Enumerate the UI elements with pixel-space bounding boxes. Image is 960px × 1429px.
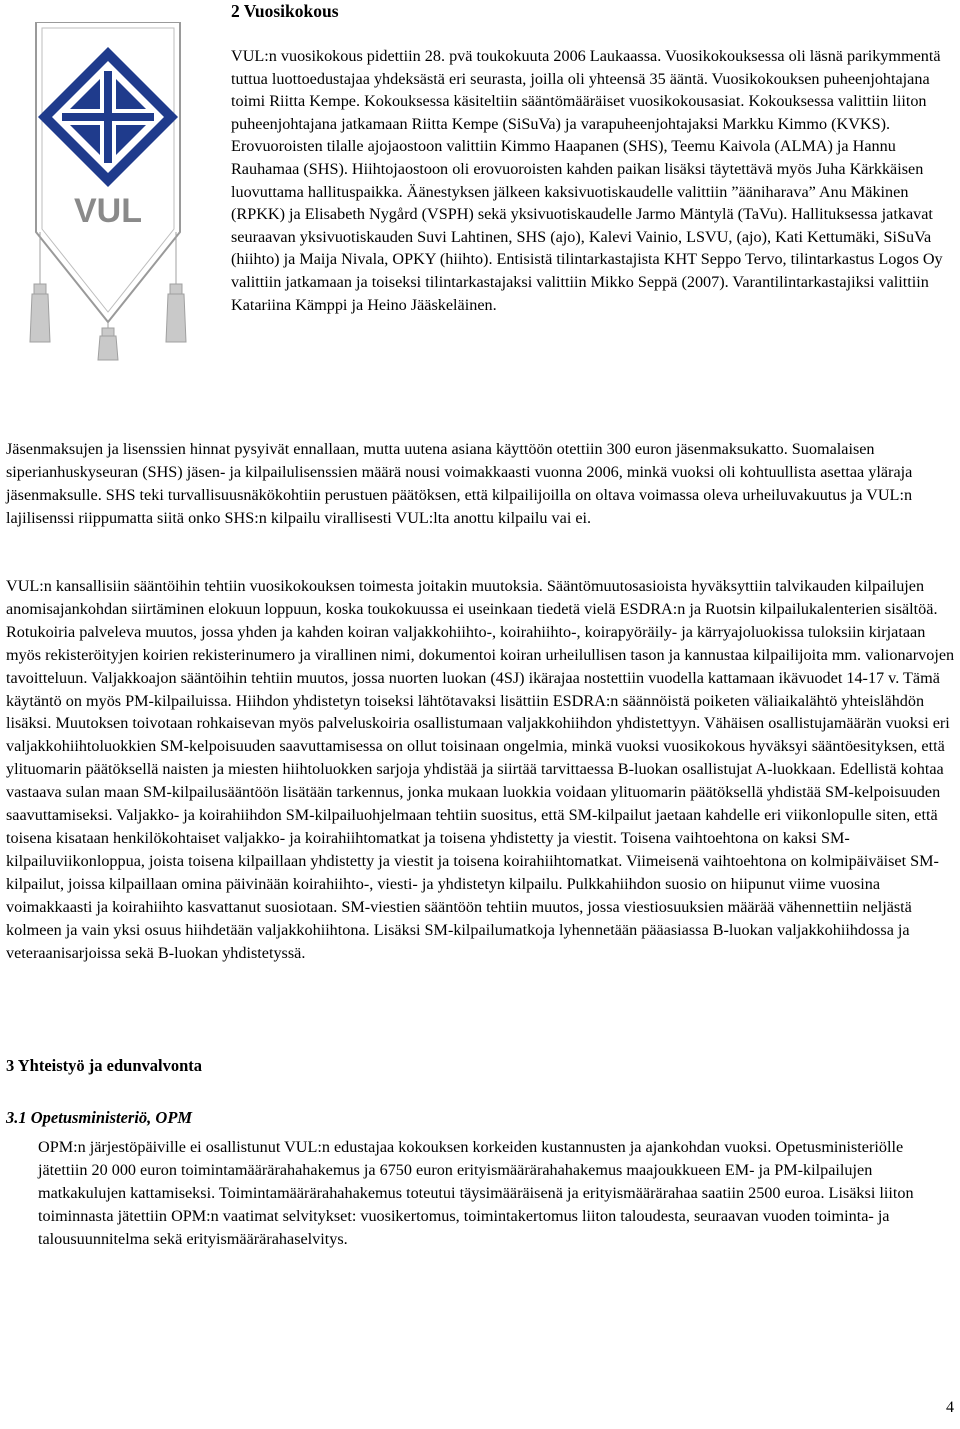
section-2-paragraph-2: Jäsenmaksujen ja lisenssien hinnat pysyivät ennallaan, mutta uutena asiana käyttöön otettiin 300 euron jäsenmaksukatto. Suomalaisen siperianhuskyseuran (SHS) jäsen- ja kilpailulisenssien määrä nousi voimakkaasti vuonna 2006, minkä vuoksi oli kohtuullista asettaa yläraja jäsenmaksulle. SHS teki turvallisuusnäkökohtiin perustuen päätöksen, että kilpailijoilla on oltava voimassa oleva urheiluvakuutus ja VUL:n lajilisenssi riippumatta siitä onko SHS:n kilpailu virallisesti VUL:lta anottu kilpailu vai ei. xyxy=(6,440,913,527)
section-2-paragraph-3: VUL:n kansallisiin sääntöihin tehtiin vuosikokouksen toimesta joitakin muutoksia. Sääntömuutosasioista hyväksyttiin talvikauden kilpailujen anomisajankohdan siirtäminen elokuun loppuun, koska toukokuussa ei useinkaan tiedetä vielä ESDRA:n ja Ruotsin kilpailukalenterien sisältöä. Rotukoiria palveleva muutos, jossa yhden ja kahden koiran valjakkohiihto-, koirahiihto-, koirapyöräily- ja kärryajoluokissa tuloksiin kirjataan myös rekisteröityjen koirien rekisterinumero ja virallinen nimi, dokumentoi koiran urheilullisen tason ja kannustaa kilpailijoita mm. valionarvojen tavoitteluun. Valjakkoajon sääntöihin tehtiin muutos, jossa nuorten luokan (4SJ) ikärajaa nostettiin vuodella kattamaan ikävuodet 14-17 v. Tämä käytäntö on myös PM-kilpailuissa. Hiihdon yhdistetyn toiseksi lähtötavaksi lisättiin ESDRA:n säännöistä poiketen väliaikalähtö yhteislähdön lisäksi. Muutoksen toivotaan rohkaisevan myös palveluskoiria osallistumaan valjakkohiihdon yhdistettyyn. Vähäisen osallistujamäärän vuoksi eri valjakkohiihtoluokkien SM-kelpoisuuden saavuttamisessa on ollut toisinaan ongelmia, minkä vuoksi vuosikokous hyväksyi sääntöesityksen, että ylituomarin päätöksellä naisten ja miesten hiihtoluokken sarjoja yhdistää ja siirtää tarvittaessa B-luokan osallistujat A-luokkaan. Edellistä kohtaa vastaava sulan maan SM-kilpailusääntöön lisätään tarkennus, jonka mukaan luokkia voidaan ylituomarin päätöksellä yhdistää SM-kelpoisuuden saavuttamiseksi. Valjakko- ja koirahiihdon SM-kilpailuohjelmaan tehtiin suositus, että SM-kilpailut jaetaan kahdelle eri viikonlopulle siten, että toisena kisataan henkilökohtaiset valjakko- ja koirahiihtomatkat ja toisena yhdistetty ja viestit. Toisena vaihtoehtona on kaksi SM-kilpailuviikonloppua, joista toisena kilpaillaan yhdistetty ja viestit ja toisena koirahiihtomatkat. Viimeisenä vaihtoehtona on kolmipäiväiset SM-kilpailut, joissa kilpaillaan omina päivinään koirahiihto-, viesti- ja yhdistetyn kilpailu. Pulkkahiihdon suosio on hiipunut viime vuosina voimakkaasti ja koirahiihto kasvattanut suosiotaan. SM-viestien sääntöön tehtiin muutos, jossa viestiosuuksien määrää vähennettiin neljästä kolmeen ja vain yksi osuus hiihdetään valjakkohiihtona. Lisäksi SM-kilpailumatkoja lyhennetään pääasiassa B-luokan valjakkohiihdossa ja veteraanisarjoissa sekä B-luokan yhdistetyssä. xyxy=(6,577,955,962)
section-2-heading: 2 Vuosikokous xyxy=(231,1,339,21)
section-2-paragraph-1: VUL:n vuosikokous pidettiin 28. pvä toukokuuta 2006 Laukaassa. Vuosikokouksessa oli läsnä parikymmentä tuttua luottoedustajaa yhdeksästä eri seurasta, joilla oli yhteensä 35 ääntä. Vuosikokouksen puheenjohtajana toimi Riitta Kempe. Kokouksessa käsiteltiin sääntömääräiset vuosikokousasiat. Kokouksessa valittiin liiton puheenjohtajana jatkamaan Riitta Kempe (SiSuVa) ja varapuheenjohtajaksi Markku Kimmo (KVKS). Erovuoroisten tilalle ajojaostoon valittiin Kimmo Haapanen (SHS), Teemu Kaivola (ALMA) ja Hannu Rauhamaa (SHS). Hiihtojaostoon oli erovuoroisten kahden paikan lisäksi täytettävä myös Juha Kärkkäisen luovuttama hallituspaikka. Äänestyksen jälkeen kaksivuotiskaudelle valittiin ”ääniharava” Anu Mäkinen (RPKK) ja Elisabeth Nygård (VSPH) sekä yksivuotiskaudelle Jarmo Mäntylä (TaVu). Hallituksessa jatkavat seuraavan yksivuotiskauden Suvi Lahtinen, SHS (ajo), Kalevi Vainio, LSVU, (ajo), Kati Kettumäki, SiSuVa (hiihto) ja Maija Nivala, OPKY (hiihto). Entisistä tilintarkastajista KHT Seppo Tervo, tilintarkastus Logos Oy valittiin jatkamaan ja toiseksi tilintarkastajaksi valittiin Mikko Seppä (2007). Varantilintarkastajiksi valittiin Katariina Kämppi ja Heino Jääskeläinen. xyxy=(231,47,943,314)
section-3-1-paragraph: OPM:n järjestöpäiville ei osallistunut VUL:n edustajaa kokouksen korkeiden kustannusten ja ajankohdan vuoksi. Opetusministeriölle jätettiin 20 000 euron toimintamäärärahahakemus ja 6750 euron erityismäärärahahakemus maajoukkueen EM- ja PM-kilpailujen matkakulujen kattamiseksi. Toimintamäärärahahakemus toteutui täysimääräisenä ja erityismäärärahaa saatiin 2500 euroa. Lisäksi liiton toiminnasta jätettiin OPM:n vaatimat selvitykset: vuosikertomus, toimintakertomus liiton taloudesta, seuraavan vuoden toiminta- ja talousuunnitelma sekä erityismäärärahaselvitys. xyxy=(38,1138,914,1248)
page-number: 4 xyxy=(946,1399,954,1416)
vul-logo xyxy=(28,22,188,362)
vul-banner-icon xyxy=(28,22,188,362)
section-3-heading: 3 Yhteistyö ja edunvalvonta xyxy=(6,1056,203,1075)
section-3-1-heading: 3.1 Opetusministeriö, OPM xyxy=(6,1108,193,1127)
logo-text: VUL xyxy=(74,192,142,230)
